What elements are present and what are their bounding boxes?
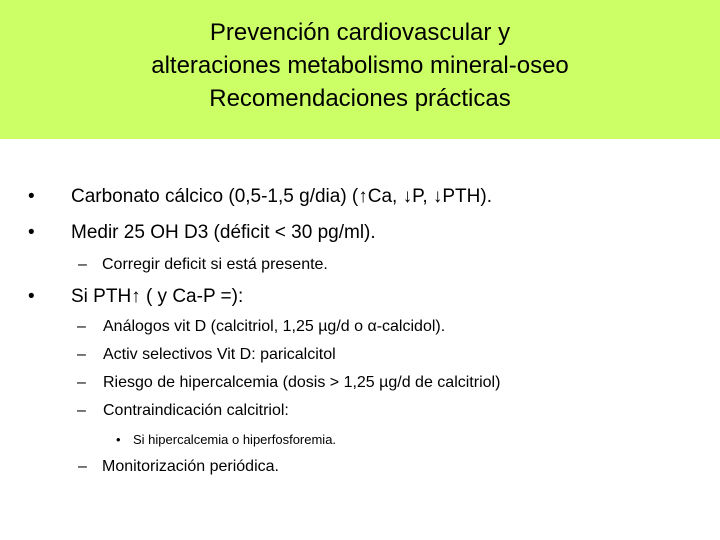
dash-marker: – <box>77 374 86 391</box>
bullet-marker: • <box>28 222 35 243</box>
dash-marker: – <box>77 318 86 335</box>
sub-item-text: Contraindicación calcitriol: <box>103 402 289 419</box>
sub-item-text: Análogos vit D (calcitriol, 1,25 µg/d o α-calcidol). <box>103 318 446 335</box>
bullet-marker: • <box>28 186 35 207</box>
bullet-text: Carbonato cálcico (0,5-1,5 g/dia) (↑Ca, ↓P, ↓PTH). <box>71 186 492 207</box>
sub-sub-item-text: Si hipercalcemia o hiperfosforemia. <box>133 432 337 447</box>
title-line-1: Prevención cardiovascular y <box>209 19 511 46</box>
dash-marker: – <box>78 458 87 475</box>
sub-item-text: Riesgo de hipercalcemia (dosis > 1,25 µg/d de calcitriol) <box>103 374 501 391</box>
title-line-2: alteraciones metabolismo mineral-oseo <box>151 52 569 79</box>
bullet-marker: • <box>116 432 121 447</box>
bullet-marker: • <box>28 286 35 307</box>
bullet-text: Medir 25 OH D3 (déficit < 30 pg/ml). <box>71 222 376 243</box>
dash-marker: – <box>78 256 87 273</box>
sub-item-text: Corregir deficit si está presente. <box>102 256 328 273</box>
sub-item-text: Activ selectivos Vit D: paricalcitol <box>103 346 336 363</box>
sub-item-text: Monitorización periódica. <box>102 458 279 475</box>
dash-marker: – <box>77 346 86 363</box>
dash-marker: – <box>77 402 86 419</box>
bullet-text: Si PTH↑ ( y Ca-P =): <box>71 286 244 307</box>
title-line-3: Recomendaciones prácticas <box>209 85 511 112</box>
